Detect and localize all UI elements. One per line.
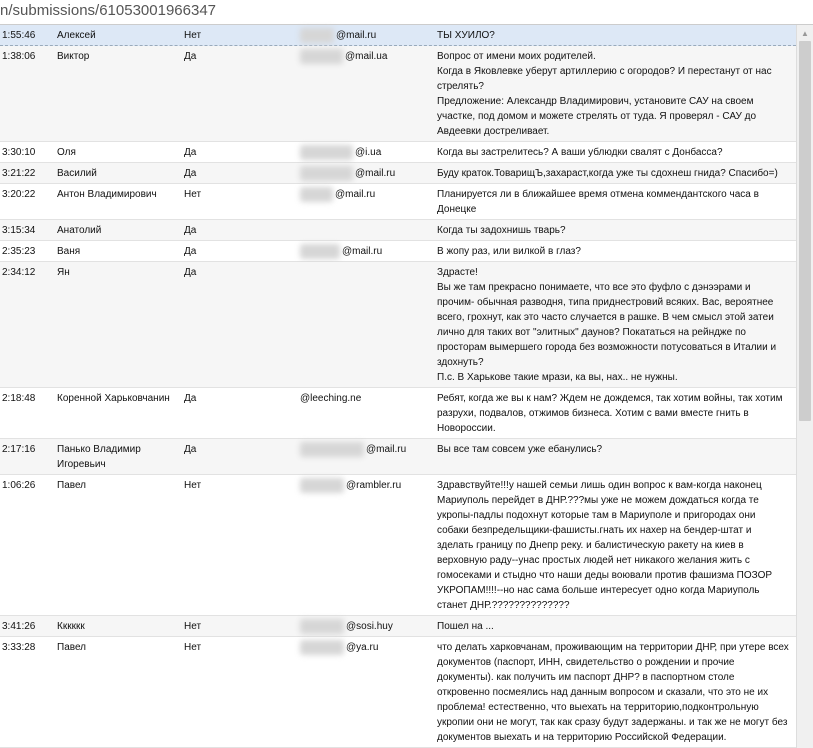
cell-name: Павел bbox=[57, 642, 87, 653]
vertical-scrollbar[interactable] bbox=[796, 25, 813, 748]
cell-message: Буду краток.ТоварищЪ,захараст,когда уже ты сдохнеш гнида? Спасибо=) bbox=[437, 168, 778, 179]
cell-email: @ya.ru bbox=[346, 642, 379, 653]
cell-time: 3:30:10 bbox=[2, 147, 36, 158]
cell-email: @mail.ua bbox=[345, 51, 388, 62]
cell-answer: Да bbox=[184, 147, 197, 158]
redacted-email-blur bbox=[300, 145, 353, 160]
scroll-up-arrow-icon[interactable]: ▲ bbox=[801, 29, 809, 38]
cell-name: Оля bbox=[57, 147, 76, 158]
cell-answer: Нет bbox=[184, 30, 202, 41]
table-row[interactable] bbox=[0, 475, 796, 616]
cell-answer: Да bbox=[184, 168, 197, 179]
cell-message: что делать харковчанам, проживающим на территории ДНР, при утере всех документов (паспорт, ИНН, свидетельство о рождении и прочие документы). как получить им паспорт ДНР? в паспортном столе откровенно посмеялись над данным вопросом и сказали, что это не их проблема! естественно, что выехать на территорию,подконтрольную укропии они не могут, так как сразу будут задержаны. и так же не могут без документов выехать и на территорию Российской Федерации. bbox=[437, 642, 789, 743]
redacted-email-blur bbox=[300, 187, 333, 202]
cell-message: Здрасте! Вы же там прекрасно понимаете, что все это фуфло с дэнээрами и прочим- обычная разводня, типа приднестровий всяких. Вас, вероятнее всего, грохнут, как это часто случается в рашке. В чем смысл этой затеи лично для таких вот "элитных" даунов? Покататься на рейндже по просторам вымершего города без возможности потусоваться в Италии и здохнуть? П.с. В Харькове такие мрази, ка вы, нах.. не нужны. bbox=[437, 267, 777, 383]
table-row[interactable] bbox=[0, 220, 796, 241]
redacted-email-blur bbox=[300, 442, 364, 457]
redacted-email-blur bbox=[300, 166, 353, 181]
cell-time: 3:20:22 bbox=[2, 189, 36, 200]
redacted-email-blur bbox=[300, 640, 344, 655]
cell-message: Планируется ли в ближайшее время отмена коммендантского часа в Донецке bbox=[437, 189, 759, 215]
cell-message: Вы все там совсем уже ебанулись? bbox=[437, 444, 603, 455]
cell-answer: Нет bbox=[184, 642, 202, 653]
scrollbar-thumb[interactable] bbox=[799, 41, 811, 421]
cell-answer: Да bbox=[184, 393, 197, 404]
cell-name: Кккккк bbox=[57, 621, 85, 632]
table-row[interactable] bbox=[0, 163, 796, 184]
table-row[interactable] bbox=[0, 439, 796, 475]
cell-time: 3:33:28 bbox=[2, 642, 36, 653]
cell-email: @mail.ru bbox=[342, 246, 383, 257]
cell-email: @mail.ru bbox=[366, 444, 407, 455]
cell-name: Анатолий bbox=[57, 225, 102, 236]
cell-answer: Нет bbox=[184, 621, 202, 632]
cell-email: @i.ua bbox=[355, 147, 382, 158]
cell-time: 3:21:22 bbox=[2, 168, 36, 179]
cell-time: 2:17:16 bbox=[2, 444, 36, 455]
cell-message: Ребят, когда же вы к нам? Ждем не дождемся, так хотим войны, так хотим разрухи, подвалов, отжимов бизнеса. Хотим с вами вместе гнить в Новороссии. bbox=[437, 393, 783, 434]
cell-name: Ян bbox=[57, 267, 70, 278]
cell-email bbox=[300, 265, 437, 385]
cell-name: Василий bbox=[57, 168, 97, 179]
cell-email: @sosi.huy bbox=[346, 621, 393, 632]
cell-time: 2:34:12 bbox=[2, 267, 36, 278]
cell-name: Панько Владимир Игоревьич bbox=[57, 444, 141, 470]
cell-message: Здравствуйте!!!у нашей семьи лишь один вопрос к вам-когда наконец Мариуполь перейдет в ДНР.???мы уже не можем дождаться когда те укропы-падлы подохнут которые там в Мариуполе и пригородах они собаки безпредельщики-фашисты.гнать их нахер на бендер-штат и зделать границу по Днепр реку. и балистическую ракету на киев в верховную раду--унас простых людей нет никакого желания жить с гомосеками и стыдно что наши деды воювали против фашизма ПОЗОР УКРОПАМ!!!!--но нас сама больше интересует одно когда Мариуполь станет ДНР.?????????????? bbox=[437, 480, 773, 611]
cell-time: 1:55:46 bbox=[2, 30, 36, 41]
cell-time: 3:15:34 bbox=[2, 225, 36, 236]
cell-name: Павел bbox=[57, 480, 87, 491]
redacted-email-blur bbox=[300, 619, 344, 634]
table-row[interactable] bbox=[0, 142, 796, 163]
cell-message: ТЫ ХУИЛО? bbox=[437, 30, 495, 41]
table-row[interactable] bbox=[0, 262, 796, 388]
cell-message: Когда вы застрелитесь? А ваши ублюдки свалят с Донбасса? bbox=[437, 147, 723, 158]
table-row[interactable] bbox=[0, 616, 796, 637]
cell-answer: Да bbox=[184, 225, 197, 236]
cell-time: 2:18:48 bbox=[2, 393, 36, 404]
cell-name: Коренной Харьковчанин bbox=[57, 393, 170, 404]
cell-answer: Да bbox=[184, 444, 197, 455]
redacted-email-blur bbox=[300, 49, 343, 64]
table-row[interactable] bbox=[0, 637, 796, 748]
submissions-table bbox=[0, 24, 813, 748]
cell-message: Когда ты задохнишь тварь? bbox=[437, 225, 566, 236]
cell-time: 2:35:23 bbox=[2, 246, 36, 257]
redacted-email-blur bbox=[300, 28, 334, 43]
cell-name: Алексей bbox=[57, 30, 96, 41]
cell-email: @mail.ru bbox=[335, 189, 376, 200]
address-bar[interactable]: n/submissions/61053001966347 bbox=[0, 2, 216, 19]
cell-email: @mail.ru bbox=[336, 30, 377, 41]
table-row[interactable] bbox=[0, 46, 796, 142]
table-row[interactable] bbox=[0, 184, 796, 220]
cell-message: В жопу раз, или вилкой в глаз? bbox=[437, 246, 581, 257]
cell-answer: Да bbox=[184, 267, 197, 278]
redacted-email-blur bbox=[300, 244, 340, 259]
cell-email: @rambler.ru bbox=[346, 480, 402, 491]
cell-message: Вопрос от имени моих родителей. Когда в Яковлевке уберут артиллерию с огородов? И перестанут от нас стрелять? Предложение: Александр Владимирович, установите САУ на своем участке, под домом и можете стрелять от туда. Я проверял - САУ до Авдеевки достреливает. bbox=[437, 51, 772, 137]
cell-name: Антон Владимирович bbox=[57, 189, 157, 200]
cell-answer: Нет bbox=[184, 189, 202, 200]
table-row[interactable] bbox=[0, 241, 796, 262]
cell-time: 1:06:26 bbox=[2, 480, 36, 491]
cell-answer: Да bbox=[184, 51, 197, 62]
table-row[interactable] bbox=[0, 388, 796, 439]
cell-time: 3:41:26 bbox=[2, 621, 36, 632]
cell-email: @mail.ru bbox=[355, 168, 396, 179]
redacted-email-blur bbox=[300, 478, 344, 493]
cell-time: 1:38:06 bbox=[2, 51, 36, 62]
cell-answer: Нет bbox=[184, 480, 202, 491]
cell-name: Виктор bbox=[57, 51, 90, 62]
cell-email: @leeching.ne bbox=[300, 393, 362, 404]
cell-message: Пошел на ... bbox=[437, 621, 494, 632]
table-row[interactable] bbox=[0, 25, 796, 46]
cell-answer: Да bbox=[184, 246, 197, 257]
cell-email bbox=[300, 223, 437, 238]
cell-name: Ваня bbox=[57, 246, 81, 257]
